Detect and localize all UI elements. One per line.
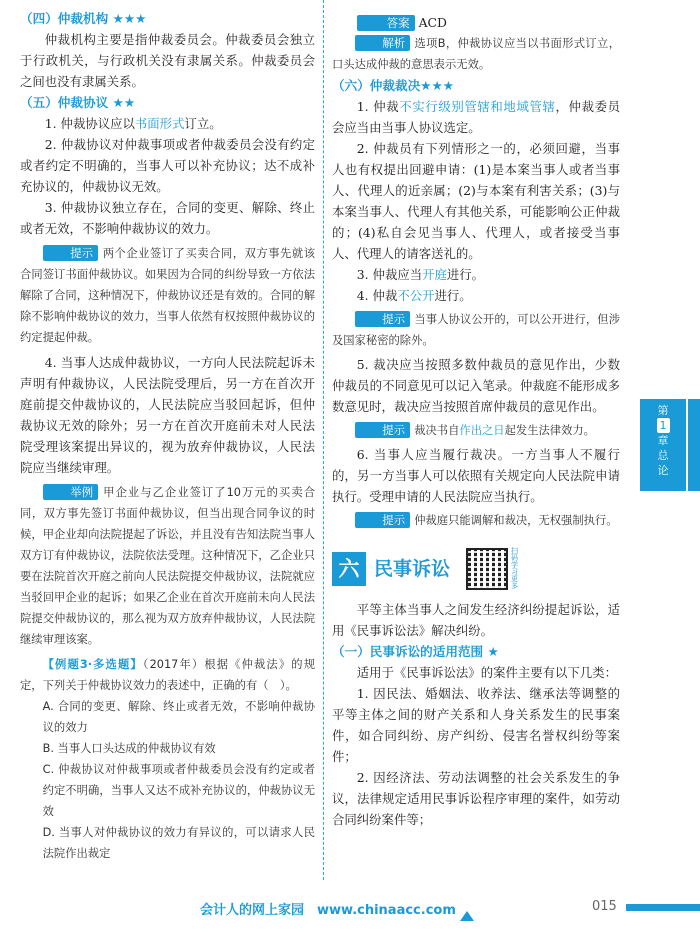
answer-label: 答案 <box>357 15 415 31</box>
option-a: A. 合同的变更、解除、终止或者无效，不影响仲裁协议的效力 <box>42 700 315 734</box>
tip-label: 提示 <box>43 245 99 261</box>
list-item: 1. 仲裁不实行级别管辖和地域管辖，仲裁委员会应当由当事人协议选定。 <box>332 99 621 135</box>
heading-arbitration-agreement: （五）仲裁协议 ★★ <box>20 95 136 110</box>
list-item: 2. 仲裁协议对仲裁事项或者仲裁委员会没有约定或者约定不明确的，当事人可以补充协议；达不成补充协议的，仲裁协议无效。 <box>20 137 315 194</box>
heading-arbitration-institution: （四）仲裁机构 ★★★ <box>20 11 147 26</box>
chapter-side-tab: 第 1 章 总 论 <box>640 399 686 491</box>
list-item: 1. 因民法、婚姻法、收养法、继承法等调整的平等主体之间的财产关系和人身关系发生的民事案件，如合同纠纷、房产纠纷、侵害名誉权纠纷等案件； <box>332 686 620 764</box>
section-header <box>332 545 620 593</box>
answer-line: 答案 ACD <box>332 12 620 33</box>
logo-icon <box>460 901 474 921</box>
section-number: 六 <box>332 552 366 586</box>
example-label: 举例 <box>43 484 99 500</box>
paragraph: 适用于《民事诉讼法》的案件主要有以下几类： <box>356 665 617 680</box>
tip-box: 提示 裁决书自作出之日起发生法律效力。 <box>332 420 620 441</box>
list-item: 4. 仲裁不公开进行。 <box>356 288 472 303</box>
qr-code-icon[interactable] <box>466 548 508 590</box>
page-number: 015 <box>592 899 617 914</box>
example-box: 举例 甲企业与乙企业签订了10万元的买卖合同，双方事先签订书面仲裁协议，但当出现合同争议的时候，甲企业却向法院提起了诉讼，并且没有告知法院当事人双方订有仲裁协议，法院依法受理。这种情况下，乙企业只要在法院首次开庭之前向人民法院提交仲裁协议，法院就应当驳回甲企业的起诉；如果乙企业在首次开庭前未向人民法院提交仲裁协议的，那么视为双方放弃仲裁协议，人民法院继续审理该案。 <box>20 485 315 646</box>
exercise-question: 【例题3·多选题】（2017年）根据《仲裁法》的规定，下列关于仲裁协议效力的表述中，正确的有（ ）。 <box>20 658 315 692</box>
tip-box: 提示 当事人协议公开的，可以公开进行，但涉及国家秘密的除外。 <box>332 312 620 347</box>
list-item: 3. 仲裁协议独立存在，合同的变更、解除、终止或者无效，不影响仲裁协议的效力。 <box>20 200 315 236</box>
footer-accent-bar <box>626 904 700 911</box>
left-column <box>20 0 315 864</box>
analysis-label: 解析 <box>355 35 411 51</box>
option-d: D. 当事人对仲裁协议的效力有异议的，可以请求人民法院作出裁定 <box>42 826 315 860</box>
tip-label: 提示 <box>355 512 411 528</box>
right-column <box>332 0 620 830</box>
column-divider <box>323 0 324 880</box>
page-footer <box>0 896 700 918</box>
option-c: C. 仲裁协议对仲裁事项或者仲裁委员会没有约定或者约定不明确，当事人又达不成补充协议的，仲裁协议无效 <box>42 763 315 818</box>
list-item: 2. 因经济法、劳动法调整的社会关系发生的争议，法律规定适用民事诉讼程序审理的案件，如劳动合同纠纷案件等； <box>332 770 620 827</box>
option-b: B. 当事人口头达成的仲裁协议有效 <box>42 742 216 755</box>
list-item: 5. 裁决应当按照多数仲裁员的意见作出，少数仲裁员的不同意见可以记入笔录。仲裁庭不能形成多数意见时，裁决应当按照首席仲裁员的意见作出。 <box>332 357 620 414</box>
list-item: 4. 当事人达成仲裁协议，一方向人民法院起诉未声明有仲裁协议，人民法院受理后，另一方在首次开庭前提交仲裁协议的，人民法院应当驳回起诉，但仲裁协议无效的除外；另一方在首次开庭前未对人民法院受理该案提出异议的，视为放弃仲裁协议，人民法院应当继续审理。 <box>20 355 315 475</box>
list-item: 3. 仲裁应当开庭进行。 <box>356 267 485 282</box>
tip-box: 提示 仲裁庭只能调解和裁决，无权强制执行。 <box>332 510 620 531</box>
qr-caption: 扫码学习更多 <box>511 547 519 590</box>
footer-text: 会计人的网上家园 www.chinaacc.com <box>200 899 474 921</box>
tip-box: 提示 两个企业签订了买卖合同，双方事先就该合同签订书面仲裁协议。如果因为合同的纠纷导致一方依法解除了合同，这种情况下，仲裁协议还是有效的。合同的解除不影响仲裁协议的效力，当事人依然有权按照仲裁协议的约定提起仲裁。 <box>20 246 315 344</box>
paragraph: 平等主体当事人之间发生经济纠纷提起诉讼，适用《民事诉讼法》解决纠纷。 <box>332 602 620 638</box>
section-title: 民事诉讼 <box>374 557 451 580</box>
heading-arbitration-award: （六）仲裁裁决★★★ <box>332 78 455 93</box>
list-item: 1. 仲裁协议应以书面形式订立。 <box>44 116 222 131</box>
chapter-number: 1 <box>657 418 670 433</box>
heading-civil-scope: （一）民事诉讼的适用范围 ★ <box>332 644 499 659</box>
highlight-text: 书面形式 <box>134 116 185 131</box>
list-item: 6. 当事人应当履行裁决。一方当事人不履行的，另一方当事人可以依照有关规定向人民法院申请执行。受理申请的人民法院应当执行。 <box>332 447 620 504</box>
tip-label: 提示 <box>355 422 411 438</box>
side-accent-bar <box>688 399 700 491</box>
paragraph: 仲裁机构主要是指仲裁委员会。仲裁委员会独立于行政机关，与行政机关没有隶属关系。仲裁委员会之间也没有隶属关系。 <box>20 32 315 89</box>
analysis-box: 解析 选项B，仲裁协议应当以书面形式订立，口头达成仲裁的意思表示无效。 <box>332 36 620 71</box>
list-item: 2. 仲裁员有下列情形之一的，必须回避，当事人也有权提出回避申请：(1)是本案当事人或者当事人、代理人的近亲属；(2)与本案有利害关系；(3)与本案当事人、代理人有其他关系，可能影响公正仲裁的；(4)私自会见当事人、代理人，或者接受当事人、代理人的请客送礼的。 <box>332 141 620 261</box>
tip-label: 提示 <box>355 311 411 327</box>
